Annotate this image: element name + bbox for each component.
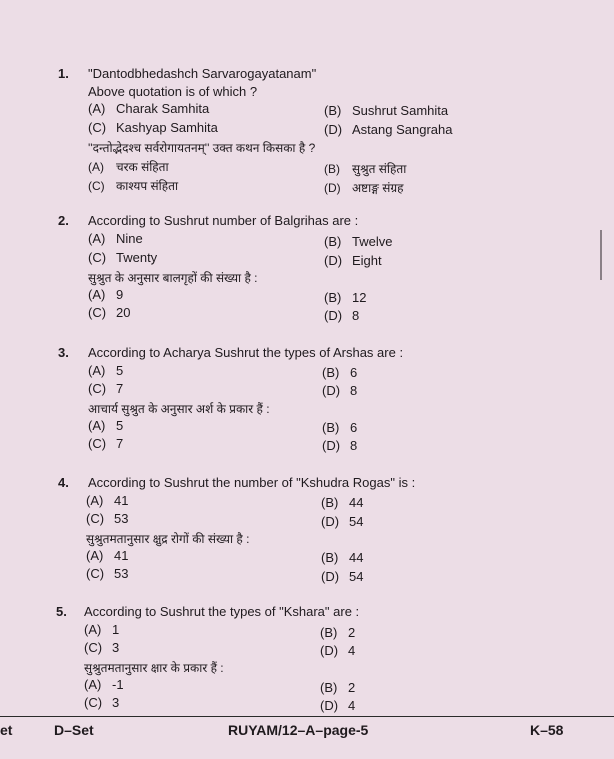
option-d-hindi: (D) 8 — [322, 438, 358, 453]
option-a-hindi: (A) -1 — [84, 677, 124, 692]
footer-booklet-code: K–58 — [530, 722, 564, 738]
option-c-hindi: (C) 53 — [86, 566, 129, 581]
option-c: (C) Twenty — [88, 250, 158, 265]
option-b: (B) 44 — [321, 495, 364, 510]
option-b-hindi: (B) 44 — [321, 550, 364, 565]
option-a: (A) Charak Samhita — [88, 101, 210, 116]
question-text-hindi: सुश्रुतमतानुसार क्षुद्र रोगों की संख्या है : — [86, 532, 250, 546]
question-number: 2. — [58, 213, 69, 228]
option-a: (A) 5 — [88, 363, 124, 378]
margin-mark — [600, 230, 602, 280]
question-text-hindi: आचार्य सुश्रुत के अनुसार अर्श के प्रकार हैं : — [88, 402, 270, 416]
footer-left-fragment: et — [0, 722, 13, 738]
option-b-hindi: (B) सुश्रुत संहिता — [324, 162, 407, 176]
question-text: According to Sushrut the number of "Kshudra Rogas" is : — [88, 475, 416, 490]
option-c: (C) Kashyap Samhita — [88, 120, 218, 135]
question-text-hindi: सुश्रुतमतानुसार क्षार के प्रकार हैं : — [84, 661, 224, 675]
question-number: 5. — [56, 604, 67, 619]
option-d: (D) Astang Sangraha — [324, 122, 453, 137]
option-b: (B) 6 — [322, 365, 358, 380]
option-b: (B) 2 — [320, 625, 356, 640]
question-text: "Dantodbhedashch Sarvarogayatanam" — [88, 66, 317, 81]
question-text: According to Sushrut number of Balgrihas are : — [88, 213, 359, 228]
option-d: (D) 4 — [320, 643, 356, 658]
option-a-hindi: (A) 41 — [86, 548, 129, 563]
footer-page-code: RUYAM/12–A–page-5 — [228, 722, 369, 738]
footer-set-label: D–Set — [54, 722, 94, 738]
question-text-hindi: सुश्रुत के अनुसार बालगृहों की संख्या है : — [88, 271, 258, 285]
option-b: (B) Sushrut Samhita — [324, 103, 449, 118]
option-a: (A) 41 — [86, 493, 129, 508]
option-a-hindi: (A) 9 — [88, 287, 124, 302]
option-c-hindi: (C) 20 — [88, 305, 131, 320]
question-text: According to Sushrut the types of "Kshara" are : — [84, 604, 360, 619]
option-c: (C) 7 — [88, 381, 124, 396]
option-b-hindi: (B) 6 — [322, 420, 358, 435]
question-number: 1. — [58, 66, 69, 81]
option-a: (A) Nine — [88, 231, 143, 246]
question-text: According to Acharya Sushrut the types of Arshas are : — [88, 345, 404, 360]
option-a: (A) 1 — [84, 622, 120, 637]
option-c-hindi: (C) 3 — [84, 695, 120, 710]
option-c-hindi: (C) 7 — [88, 436, 124, 451]
option-a-hindi: (A) चरक संहिता — [88, 160, 169, 174]
option-d: (D) Eight — [324, 253, 382, 268]
option-c: (C) 53 — [86, 511, 129, 526]
option-d-hindi: (D) 4 — [320, 698, 356, 713]
option-d-hindi: (D) 8 — [324, 308, 360, 323]
option-d: (D) 8 — [322, 383, 358, 398]
question-text-line2: Above quotation is of which ? — [88, 84, 258, 99]
footer-divider — [0, 716, 614, 717]
question-number: 4. — [58, 475, 69, 490]
option-d: (D) 54 — [321, 514, 364, 529]
option-b-hindi: (B) 12 — [324, 290, 367, 305]
question-number: 3. — [58, 345, 69, 360]
option-d-hindi: (D) अष्टाङ्ग संग्रह — [324, 181, 404, 195]
option-c-hindi: (C) काश्यप संहिता — [88, 179, 179, 193]
option-d-hindi: (D) 54 — [321, 569, 364, 584]
option-b: (B) Twelve — [324, 234, 393, 249]
option-a-hindi: (A) 5 — [88, 418, 124, 433]
option-c: (C) 3 — [84, 640, 120, 655]
question-text-hindi: ''दन्तोद्भेदश्च सर्वरोगायतनम्'' उक्त कथन किसका है ? — [88, 141, 316, 155]
option-b-hindi: (B) 2 — [320, 680, 356, 695]
